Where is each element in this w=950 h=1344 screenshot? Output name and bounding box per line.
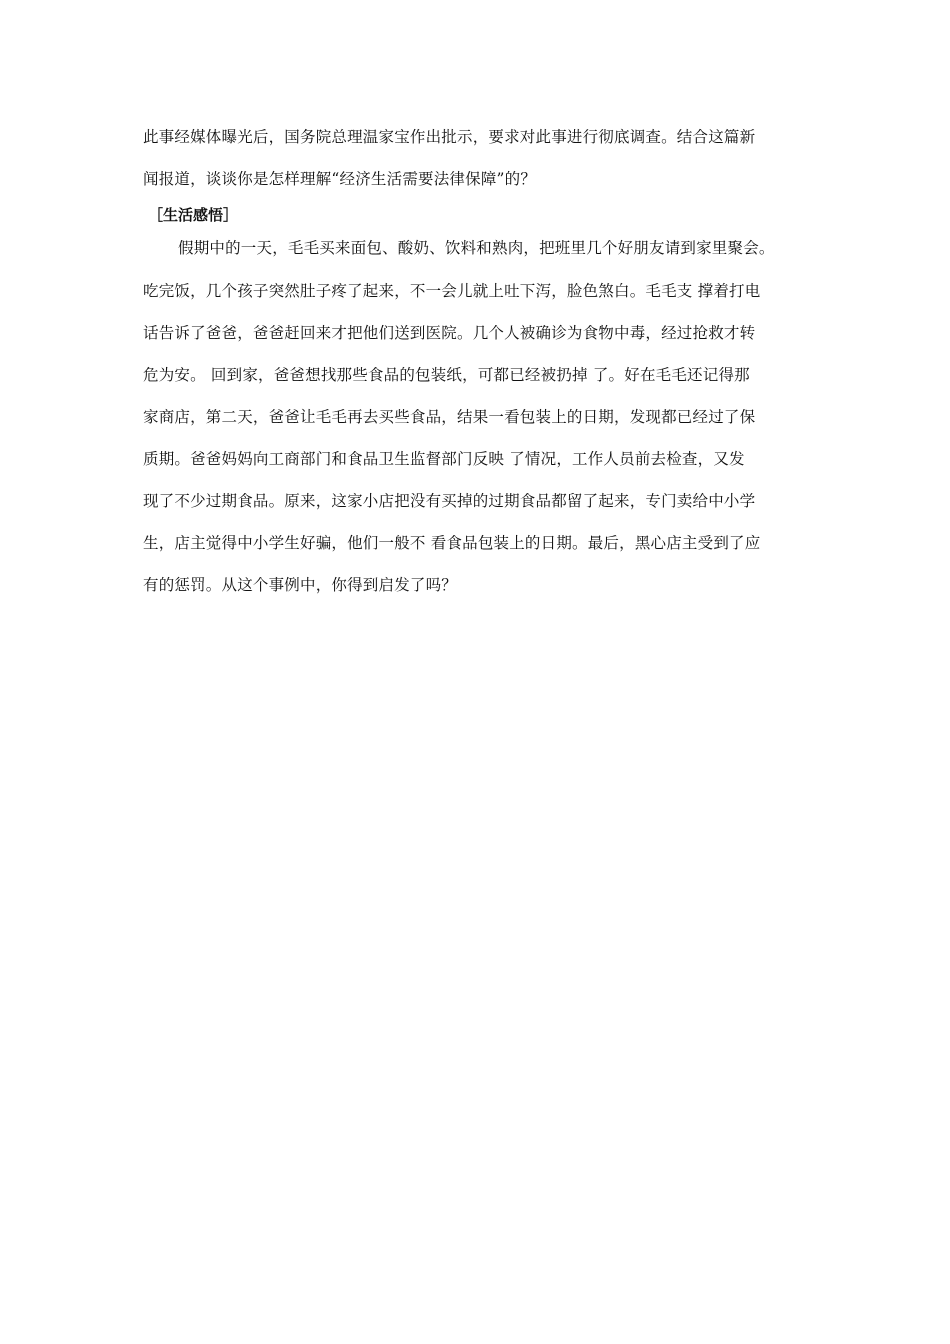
story-line-5: 家商店，第二天，爸爸让毛毛再去买些食品，结果一看包装上的日期，发现都已经过了保 — [143, 408, 756, 426]
story-line-6: 质期。爸爸妈妈向工商部门和食品卫生监督部门反映 了情况，工作人员前去检查，又发 — [143, 450, 745, 468]
story-line-9: 有的惩罚。从这个事例中，你得到启发了吗？ — [143, 576, 458, 594]
story-line-4: 危为安。 回到家，爸爸想找那些食品的包装纸，可都已经被扔掉 了。好在毛毛还记得那 — [143, 366, 750, 384]
section-heading: ［生活感悟］ — [148, 206, 239, 224]
story-line-7: 现了不少过期食品。原来，这家小店把没有买掉的过期食品都留了起来，专门卖给中小学 — [143, 492, 756, 510]
story-line-8: 生，店主觉得中小学生好骗，他们一般不 看食品包装上的日期。最后，黑心店主受到了应 — [143, 534, 761, 552]
story-line-1: 假期中的一天，毛毛买来面包、酸奶、饮料和熟肉，把班里几个好朋友请到家里聚会。 — [178, 239, 775, 257]
intro-line-1: 此事经媒体曝光后，国务院总理温家宝作出批示，要求对此事进行彻底调查。结合这篇新 — [143, 128, 756, 146]
story-line-3: 话告诉了爸爸，爸爸赶回来才把他们送到医院。几个人被确诊为食物中毒，经过抢救才转 — [143, 324, 756, 342]
story-line-2: 吃完饭，几个孩子突然肚子疼了起来，不一会儿就上吐下泻，脸色煞白。毛毛支 撑着打电 — [143, 282, 761, 300]
intro-line-2: 闻报道，谈谈你是怎样理解“经济生活需要法律保障”的？ — [143, 170, 537, 188]
